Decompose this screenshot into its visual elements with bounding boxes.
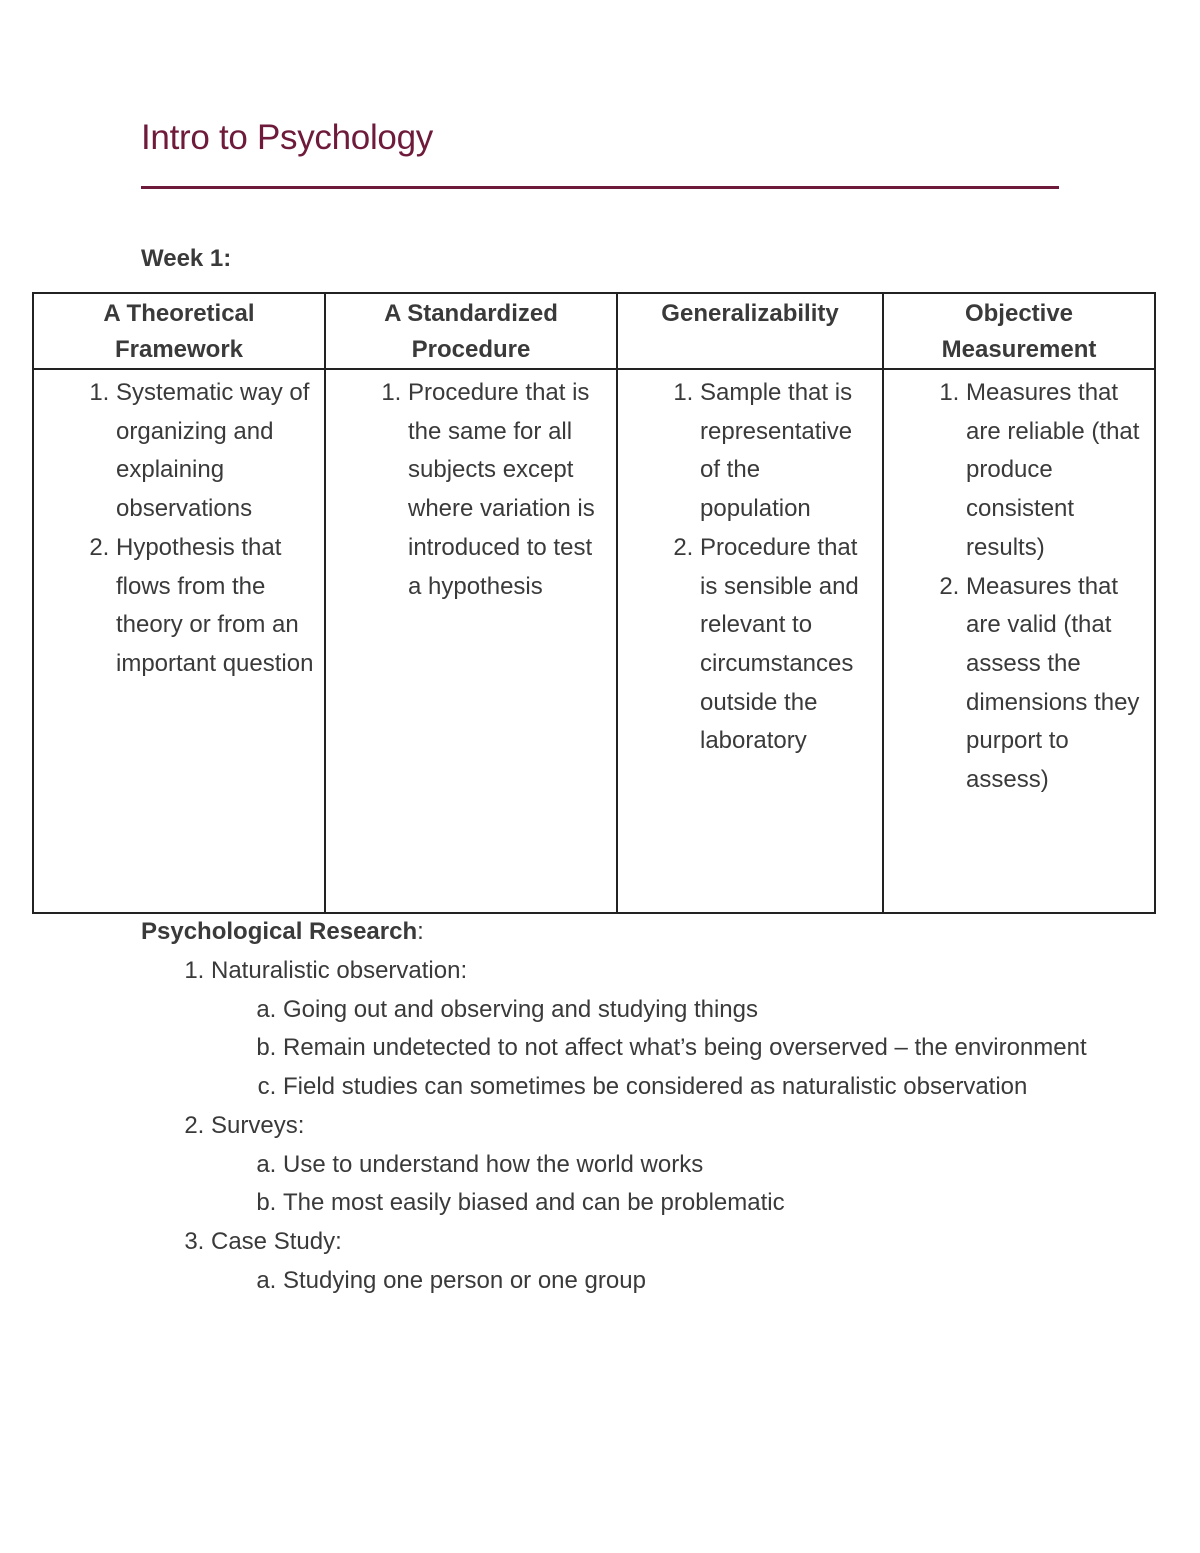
list-item: 1. Procedure that is the same for all subjects except where variation is introduced to test a hypothesis <box>408 374 610 606</box>
table-header-generalizability: Generalizability <box>617 293 883 369</box>
list-item: c. Field studies can sometimes be considered as naturalistic observation <box>283 1068 1131 1107</box>
list-item: 1. Sample that is representative of the population <box>700 374 876 529</box>
table-cell-standardized-procedure <box>325 369 617 913</box>
list-item: 1. Systematic way of organizing and explaining observations <box>116 374 318 529</box>
list-item: b. Remain undetected to not affect what’s being overserved – the environment <box>283 1029 1131 1068</box>
list-item-label: Surveys: <box>211 1111 305 1139</box>
table-cell-objective-measurement <box>883 369 1155 913</box>
list-item: a. Going out and observing and studying things <box>283 991 1131 1030</box>
cell-list <box>884 374 1148 800</box>
table-cell-generalizability <box>617 369 883 913</box>
table-header-standardized-procedure: A Standardized Procedure <box>325 293 617 369</box>
table-header-theoretical-framework: A Theoretical Framework <box>33 293 325 369</box>
document-title: Intro to Psychology <box>141 118 433 157</box>
table-body-row <box>33 369 1155 913</box>
table-cell-theoretical-framework <box>33 369 325 913</box>
research-heading-colon: : <box>417 918 424 945</box>
list-item-naturalistic-observation <box>211 952 1131 1107</box>
list-item-surveys <box>211 1107 1131 1223</box>
list-item: b. The most easily biased and can be problematic <box>283 1184 1131 1223</box>
cell-list <box>34 374 318 684</box>
week-label: Week 1: <box>141 245 232 272</box>
sub-list <box>211 991 1131 1107</box>
sub-list <box>211 1262 1131 1301</box>
research-methods-list <box>141 952 1131 1300</box>
research-heading <box>141 918 424 946</box>
list-item: a. Studying one person or one group <box>283 1262 1131 1301</box>
cell-list <box>326 374 610 606</box>
list-item-label: Naturalistic observation: <box>211 957 468 984</box>
list-item-case-study <box>211 1223 1131 1300</box>
sub-list <box>211 1146 1131 1223</box>
list-item: 2. Hypothesis that flows from the theory or from an important question <box>116 529 318 684</box>
list-item: 2. Measures that are valid (that assess the dimensions they purport to assess) <box>966 568 1148 800</box>
list-item: 2. Procedure that is sensible and relevant to circumstances outside the laboratory <box>700 529 876 761</box>
table-header-row <box>33 293 1155 369</box>
list-item-label: Case Study: <box>211 1227 342 1255</box>
list-item: 1. Measures that are reliable (that produce consistent results) <box>966 374 1148 568</box>
cell-list <box>618 374 876 761</box>
list-item: a. Use to understand how the world works <box>283 1146 1131 1185</box>
research-heading-text: Psychological Research <box>141 918 418 945</box>
title-underline <box>141 186 1059 189</box>
table-header-objective-measurement: Objective Measurement <box>883 293 1155 369</box>
concepts-table <box>32 292 1156 914</box>
